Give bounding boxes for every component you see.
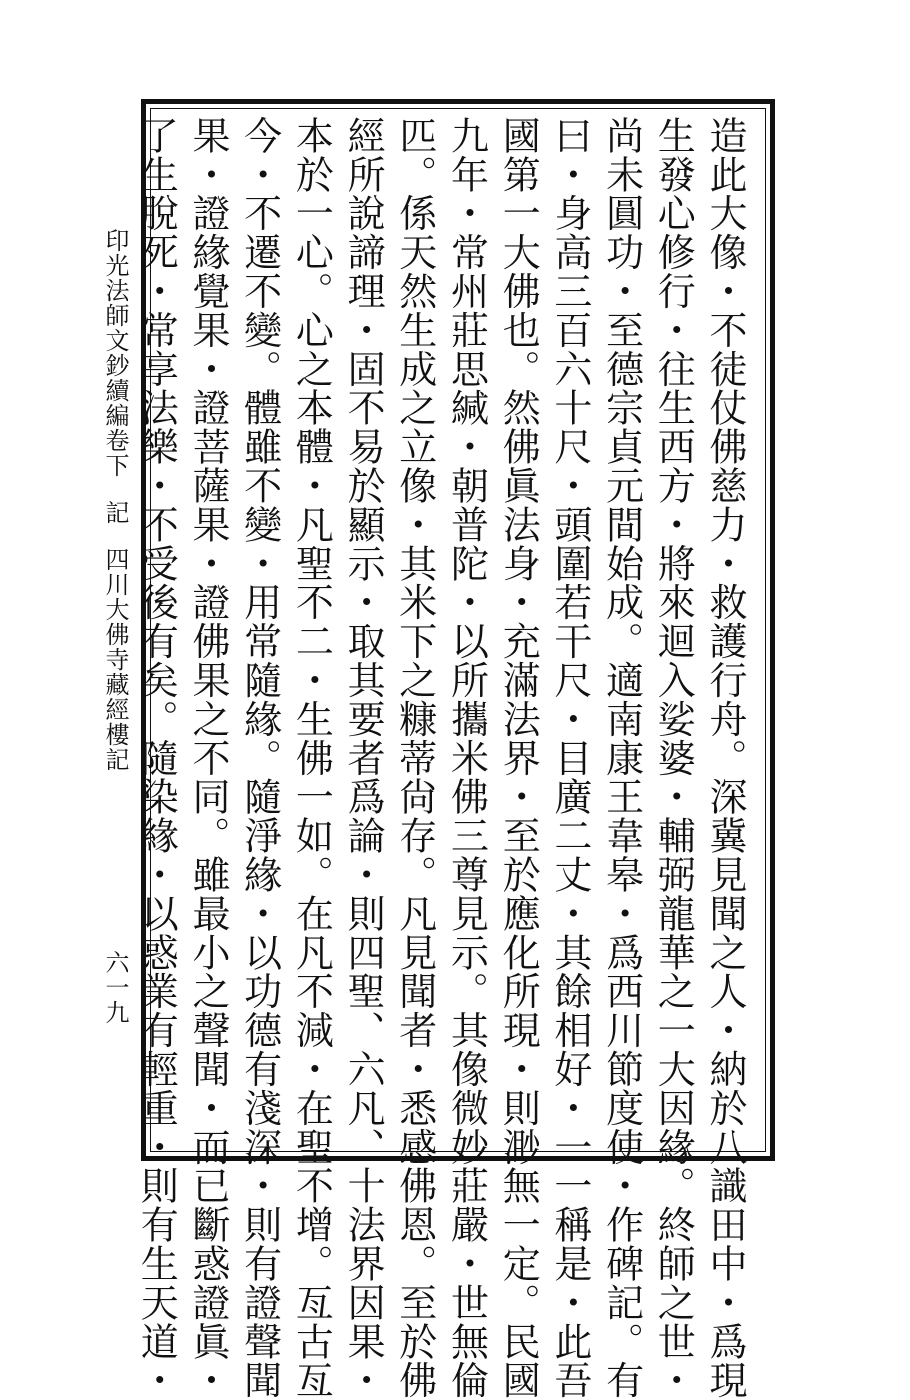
running-header — [100, 228, 130, 772]
text-column: 國第一大佛也。然佛眞法身・充滿法界・至於應化所現・則渺無一定。民國 — [496, 116, 541, 1400]
text-column: 匹。係天然生成之立像・其米下之糠蒂尙存。凡見聞者・悉感佛恩。至於佛 — [392, 116, 437, 1400]
text-column: 果・證緣覺果・證菩薩果・證佛果之不同。雖最小之聲聞・而已斷惑證眞・ — [185, 116, 230, 1400]
text-column: 九年・常州莊思緘・朝普陀・以所攜米佛三尊見示。其像微妙莊嚴・世無倫 — [444, 116, 489, 1400]
book-title: 印光法師文鈔續編卷下 — [101, 228, 129, 478]
text-column: 本於一心。心之本體・凡聖不二・生佛一如。在凡不減・在聖不增。亙古亙 — [289, 116, 334, 1400]
text-column: 了生脫死・常享法樂・不受後有矣。隨染緣・以惑業有輕重・則有生天道・ — [134, 116, 179, 1400]
page-number: 六一九 — [101, 950, 129, 1025]
text-column: 經所說諦理・固不易於顯示・取其要者爲論・則四聖、六凡、十法界因果・ — [341, 116, 386, 1400]
section-label: 記 — [101, 500, 129, 525]
text-column: 尚未圓功・至德宗貞元間始成。適南康王韋皋・爲西川節度使・作碑記。有 — [599, 116, 644, 1400]
text-column: 生發心修行・往生西方・將來迴入娑婆・輔弼龍華之一大因緣。終師之世・ — [651, 116, 696, 1400]
text-column: 造此大像・不徒仗佛慈力・救護行舟。深冀見聞之人・納於八識田中・爲現 — [703, 116, 747, 1400]
text-frame — [134, 99, 775, 1400]
text-column: 今・不遷不變。體雖不變・用常隨緣。隨淨緣・以功德有淺深・則有證聲聞 — [237, 116, 282, 1400]
chapter-title: 四川大佛寺藏經樓記 — [101, 547, 129, 772]
body-text — [134, 116, 750, 1400]
text-column: 曰・身高三百六十尺・頭圍若干尺・目廣二丈・其餘相好・一一稱是・此吾 — [547, 116, 592, 1400]
